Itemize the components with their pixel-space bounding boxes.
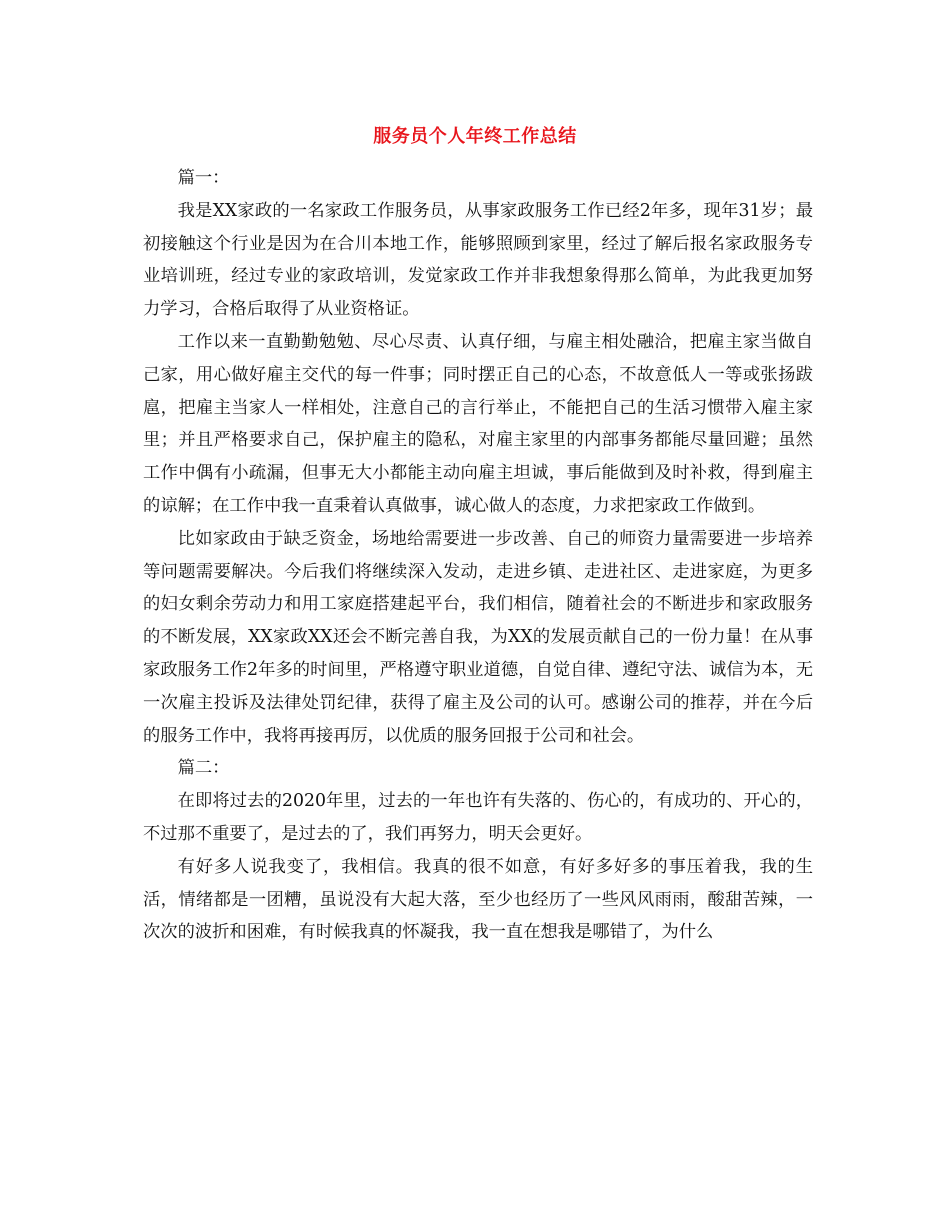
- section-2-heading: 篇二：: [177, 758, 230, 779]
- section-1-heading: 篇一：: [177, 168, 230, 188]
- document-body: [143, 162, 813, 949]
- section-2-paragraph-1: 在即将过去的2020年里，过去的一年也许有失落的、伤心的，有成功的、开心的，不过那不重要了，是过去的了，我们再努力，明天会更好。: [143, 791, 813, 844]
- section-1-paragraph-2: 工作以来一直勤勤勉勉、尽心尽责、认真仔细，与雇主相处融洽，把雇主家当做自己家，用心做好雇主交代的每一件事；同时摆正自己的心态，不故意低人一等或张扬跋扈，把雇主当家人一样相处，注意自己的言行举止，不能把自己的生活习惯带入雇主家里；并且严格要求自己，保护雇主的隐私，对雇主家里的内部事务都能尽量回避；虽然工作中偶有小疏漏，但事无大小都能主动向雇主坦诚，事后能做到及时补救，得到雇主的谅解；在工作中我一直秉着认真做事，诚心做人的态度，力求把家政工作做到。: [143, 331, 813, 516]
- document-title: 服务员个人年终工作总结: [373, 126, 577, 147]
- section-1-paragraph-1: 我是XX家政的一名家政工作服务员，从事家政服务工作已经2年多，现年31岁；最初接触这个行业是因为在合川本地工作，能够照顾到家里，经过了解后报名家政服务专业培训班，经过专业的家政培训，发觉家政工作并非我想象得那么简单，为此我更加努力学习，合格后取得了从业资格证。: [143, 200, 813, 320]
- section-1-paragraph-3: 比如家政由于缺乏资金，场地给需要进一步改善、自己的师资力量需要进一步培养等问题需要解决。今后我们将继续深入发动，走进乡镇、走进社区、走进家庭，为更多的妇女剩余劳动力和用工家庭搭建起平台，我们相信，随着社会的不断进步和家政服务的不断发展，XX家政XX还会不断完善自我，为XX的发展贡献自己的一份力量！在从事家政服务工作2年多的时间里，严格遵守职业道德，自觉自律、遵纪守法、诚信为本，无一次雇主投诉及法律处罚纪律，获得了雇主及公司的认可。感谢公司的推荐，并在今后的服务工作中，我将再接再厉，以优质的服务回报于公司和社会。: [143, 528, 813, 746]
- section-2-paragraph-2: 有好多人说我变了，我相信。我真的很不如意，有好多好多的事压着我，我的生活，情绪都是一团糟，虽说没有大起大落，至少也经历了一些风风雨雨，酸甜苦辣，一次次的波折和困难，有时候我真的怀凝我，我一直在想我是哪错了，为什么: [143, 856, 813, 943]
